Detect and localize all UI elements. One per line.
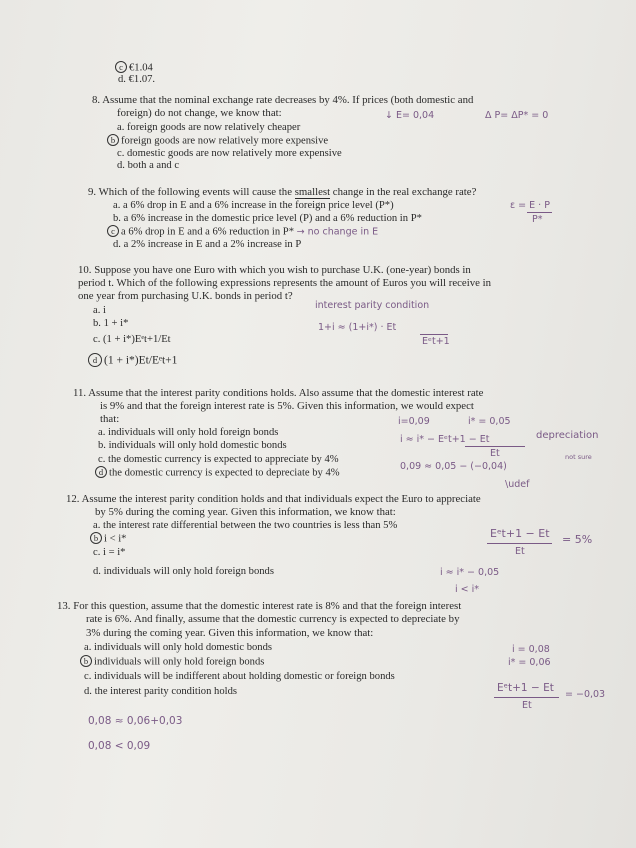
q10-stem-line1: 10. Suppose you have one Euro with which you wish to purchase U.K. (one-year) bonds in — [78, 264, 471, 276]
q12-note-denominator: Et — [515, 546, 525, 557]
q9-option-c — [107, 226, 378, 238]
q13-note-i: i = 0,08 — [512, 644, 550, 655]
q13-stem-line1: 13. For this question, assume that the domestic interest rate is 8% and that the foreign interest — [57, 600, 462, 612]
q9-note-denominator: P* — [532, 214, 543, 225]
q11-note-i: i=0,09 — [398, 416, 430, 427]
q12-option-d: d. individuals will only hold foreign bonds — [93, 566, 274, 577]
q10-note-title: interest parity condition — [315, 300, 430, 311]
q13-option-c: c. individuals will be indifferent about holding domestic or foreign bonds — [84, 671, 395, 682]
q8-note-exchange: ↓ E= 0,04 — [385, 110, 435, 121]
fraction-line — [487, 543, 552, 544]
q12-note-relation: i ≈ i* − 0,05 — [440, 567, 500, 578]
q10-option-c: c. (1 + i*)Eᵉt+1/Et — [93, 334, 171, 345]
q12-option-a: a. the interest rate differential between the two countries is less than 5% — [93, 520, 398, 531]
q11-note-depreciation: depreciation — [536, 430, 599, 441]
q8-note-prices: Δ P= ΔP* = 0 — [485, 110, 549, 121]
q11-note-denominator: Et — [490, 448, 500, 459]
option-c-prev — [115, 62, 153, 74]
q10-note-formula: 1+i ≈ (1+i*) · Et — [318, 322, 397, 333]
q13-stem-line3: 3% during the coming year. Given this information, we know that: — [86, 627, 374, 639]
q8-option-b — [107, 135, 328, 147]
option-text: i < i* — [104, 533, 127, 545]
q9-note-no-change: → no change in E — [296, 226, 379, 238]
q8-option-d: d. both a and c — [117, 160, 180, 171]
q11-note-calc: 0,09 ≈ 0,05 − (−0,04) — [400, 461, 507, 472]
q11-option-b: b. individuals will only hold domestic bonds — [98, 440, 287, 451]
option-text: the domestic currency is expected to depreciate by 4% — [109, 467, 340, 479]
stem-text: 9. Which of the following events will cause the — [88, 186, 295, 198]
q11-option-a: a. individuals will only hold foreign bonds — [98, 427, 279, 438]
circled-c-mark: c — [107, 225, 119, 237]
q10-stem-line2: period t. Which of the following expressions represents the amount of Euros you will receive in — [78, 277, 491, 289]
circled-c-mark: c — [115, 61, 127, 73]
q8-stem-line1: 8. Assume that the nominal exchange rate decreases by 4%. If prices (both domestic and — [92, 94, 474, 106]
option-text: a 6% drop in E and a 6% reduction in P* — [121, 226, 294, 238]
q10-option-a: a. i — [93, 305, 106, 316]
q11-option-d — [95, 467, 340, 479]
q9-option-a: a. a 6% drop in E and a 6% increase in the foreign price level (P*) — [113, 200, 394, 211]
circled-d-mark: d — [95, 466, 107, 478]
q9-option-b: b. a 6% increase in the domestic price level (P) and a 6% reduction in P* — [113, 213, 422, 224]
q13-stem-line2: rate is 6%. And finally, assume that the domestic currency is expected to depreciate by — [86, 613, 460, 625]
q12-option-c: c. i = i* — [93, 547, 126, 558]
q9-option-d: d. a 2% increase in E and a 2% increase in P — [113, 239, 302, 250]
q11-note-scribble: \udef — [505, 479, 530, 490]
q11-stem-line2: is 9% and that the foreign interest rate is 5%. Given this information, we would expect — [100, 400, 474, 412]
stem-underlined: smallest — [294, 186, 331, 198]
q10-note-denominator: Eᵉt+1 — [422, 336, 450, 347]
q11-note-istar: i* = 0,05 — [468, 416, 511, 427]
q8-stem-line2: foreign) do not change, we know that: — [117, 107, 282, 119]
fraction-line — [420, 334, 448, 335]
q13-note-calc1: 0,08 ≈ 0,06+0,03 — [88, 715, 183, 727]
q12-note-numerator: Eᵉt+1 − Et — [490, 527, 550, 540]
q10-option-b: b. 1 + i* — [93, 318, 129, 329]
fraction-line — [494, 697, 559, 698]
q11-note-not-sure: not sure — [565, 453, 592, 461]
q11-stem-line1: 11. Assume that the interest parity conditions holds. Also assume that the domestic interest rate — [73, 387, 484, 399]
q13-note-value: = −0,03 — [565, 689, 606, 700]
circled-d-mark: d — [88, 353, 102, 367]
q11-option-c: c. the domestic currency is expected to appreciate by 4% — [98, 454, 339, 465]
stem-text: change in the real exchange rate? — [330, 186, 477, 198]
q13-note-istar: i* = 0,06 — [508, 657, 551, 668]
option-text: €1.04 — [129, 62, 153, 74]
q11-note-parity: i ≈ i* − Eᵉt+1 − Et — [400, 434, 490, 445]
q13-note-numerator: Eᵉt+1 − Et — [497, 682, 554, 694]
q13-note-calc2: 0,08 < 0,09 — [88, 740, 151, 752]
q12-stem-line1: 12. Assume the interest parity condition holds and that individuals expect the Euro to appreciate — [66, 493, 481, 505]
q10-stem-line3: one year from purchasing U.K. bonds in period t? — [78, 290, 293, 302]
q13-note-denominator: Et — [522, 700, 532, 711]
q13-option-d: d. the interest parity condition holds — [84, 686, 237, 697]
option-d-prev: d. €1.07. — [118, 74, 156, 85]
option-text: (1 + i*)Et/Eᵉt+1 — [104, 354, 178, 367]
fraction-line — [527, 212, 552, 213]
q9-stem — [88, 186, 476, 198]
circled-b-mark: b — [80, 655, 92, 667]
q8-option-a: a. foreign goods are now relatively cheaper — [117, 122, 301, 133]
q12-option-b — [90, 533, 126, 545]
q12-note-value: = 5% — [562, 533, 593, 546]
q9-note-formula: ε = E · P — [510, 200, 550, 211]
circled-b-mark: b — [90, 532, 102, 544]
q12-stem-line2: by 5% during the coming year. Given this information, we know that: — [95, 506, 396, 518]
circled-b-mark: b — [107, 134, 119, 146]
fraction-line — [465, 446, 525, 447]
q12-note-result: i < i* — [455, 584, 480, 595]
q11-stem-line3: that: — [100, 413, 120, 425]
q13-option-b — [80, 656, 264, 668]
q13-option-a: a. individuals will only hold domestic bonds — [84, 642, 273, 653]
option-text: individuals will only hold foreign bonds — [94, 656, 265, 668]
q10-option-d — [88, 354, 177, 368]
q8-option-c: c. domestic goods are now relatively more expensive — [117, 148, 342, 159]
option-text: foreign goods are now relatively more expensive — [121, 135, 329, 147]
